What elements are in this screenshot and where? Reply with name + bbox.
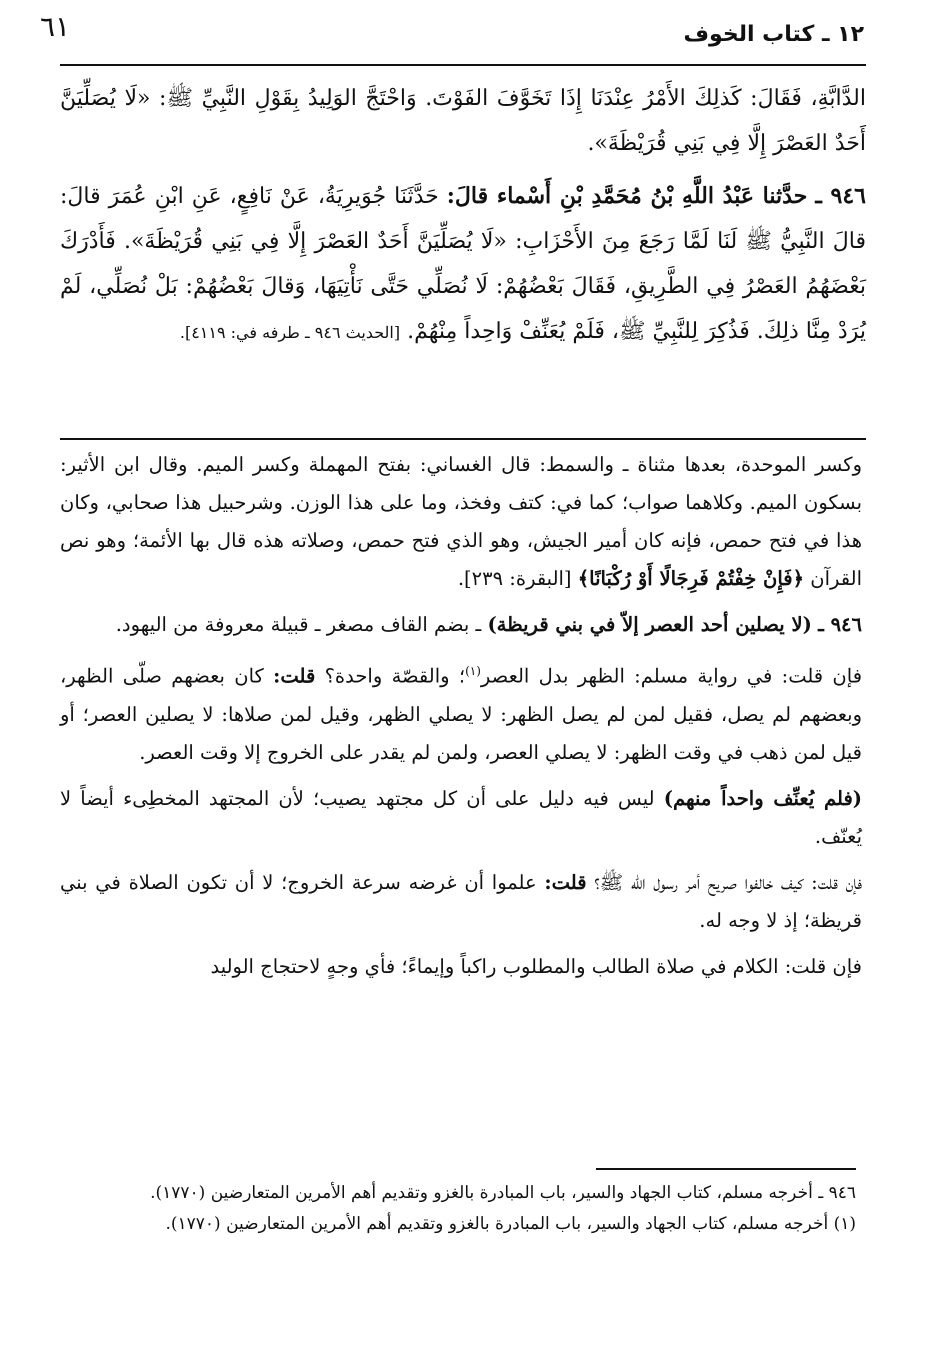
hadith-reference: [الحديث ٩٤٦ ـ طرفه في: ٤١١٩]. [179, 323, 401, 342]
footnote-946: ٩٤٦ ـ أخرجه مسلم، كتاب الجهاد والسير، باب المبادرة بالغزو وتقديم أهم الأمرين المتعارضين (١٧٧٠). [150, 1183, 856, 1203]
footnote-1: (١) أخرجه مسلم، كتاب الجهاد والسير، باب المبادرة بالغزو وتقديم أهم الأمرين المتعارضين (١٧٧٠). [165, 1214, 856, 1234]
commentary-para-2: ٩٤٦ ـ (لا يصلين أحد العصر إلاّ في بني قريظة) ـ بضم القاف مصغر ـ قبيلة معروفة من اليهود. [115, 613, 862, 636]
hadith-number: ٩٤٦ ـ [815, 183, 866, 209]
footnotes [60, 1178, 856, 1240]
chapter-title: ١٢ ـ كتاب الخوف [683, 22, 864, 47]
commentary-para-5: فإن قلت: كيف خالفوا صريح أمر رسول الله ﷺ؟ قلت: علموا أن غرضه سرعة الخروج؛ لا أن تكون الصلاة في بني قريظة؛ إذ لا وجه له. [60, 870, 862, 932]
footnote-ref: (١) [465, 664, 481, 678]
quran-reference: [البقرة: ٢٣٩]. [457, 567, 572, 590]
footnote-divider [596, 1168, 856, 1170]
section-divider [60, 438, 866, 440]
header-rule [60, 64, 866, 66]
hadith-intro: الدَّابَّةِ، فَقَالَ: كَذلِكَ الأَمْرُ عِنْدَنَا إِذَا تَخَوَّفَ الفَوْتَ. وَاحْتَجَّ الوَلِيدُ بِقَوْلِ النَّبِيِّ ﷺ: «لَا يُصَلِّيَنَّ أَحَدٌ العَصْرَ إِلَّا فِي بَنِي قُرَيْظَةَ». [60, 86, 866, 156]
commentary-para-1: وكسر الموحدة، بعدها مثناة ـ والسمط: قال الغساني: بفتح المهملة وكسر الميم. وقال ابن الأثير: بسكون الميم. وكلاهما صواب؛ كما في: كتف وفخذ، وما على هذا الوزن. وشرحبيل هذا صحابي، وكان هذا في فتح حمص، فإنه كان أمير الجيش، وهو الذي فتح حمص، وصلاته هذه قال بها الأئمة؛ وهو نص القرآن ﴿فَإِنْ خِفْتُمْ فَرِجَالًا أَوْ رُكْبَانًا﴾ [البقرة: ٢٣٩]. [60, 453, 862, 590]
page-number: ٦١ [40, 10, 71, 43]
commentary-para-3: فإن قلت: في رواية مسلم: الظهر بدل العصر$^{(١)}$؛ والقصّة واحدة؟ قلت: كان بعضهم صلّى الظهر، وبعضهم لم يصل، فقيل لمن لم يصل الظهر: لا يصلي الظهر، وقيل لمن صلاها: لا يصلين العصر؛ أو قيل لمن ذهب في وقت الظهر: لا يصلي العصر، ولمن لم يقدر على الخروج إلا وقت العصر. [60, 664, 863, 764]
hadith-isnad: حدَّثنا عَبْدُ اللَّهِ بْنُ مُحَمَّدِ بْنِ أَسْماء قالَ: [446, 183, 808, 209]
commentary-section [60, 446, 862, 986]
hadith-946 [60, 174, 866, 355]
commentary-para-6: فإن قلت: الكلام في صلاة الطالب والمطلوب راكباً وإيماءً؛ فأي وجهٍ لاحتجاج الوليد [210, 954, 862, 978]
hadith-section [60, 76, 866, 355]
hadith-text: حَدَّثَنَا جُوَيرِيَةُ، عَنْ نَافِعٍ، عَنِ ابْنِ عُمَرَ قالَ: قالَ النَّبِيُّ ﷺ لَنَا لَمَّا رَجَعَ مِنَ الأَحْزَابِ: «لَا يُصَلِّيَنَّ أَحَدٌ العَصْرَ إِلَّا فِي بَنِي قُرَيْظَةَ». فَأَدْرَكَ بَعْضَهُمُ العَصْرُ فِي الطَّرِيقِ، فَقَالَ بَعْضُهُمْ: لَا نُصَلِّي حَتَّى نَأْتِيَهَا، وَقالَ بَعْضُهُمْ: بَلْ نُصَلِّي، لَمْ يُرَدْ مِنَّا ذلِكَ. فَذُكِرَ لِلنَّبِيِّ ﷺ، فَلَمْ يُعَنِّفْ وَاحِداً مِنْهُمْ. [60, 184, 866, 344]
page-header [30, 8, 864, 58]
quran-verse: ﴿فَإِنْ خِفْتُمْ فَرِجَالًا أَوْ رُكْبَانًا﴾ [577, 567, 805, 590]
commentary-para-4: (فلم يُعنِّف واحداً منهم) ليس فيه دليل على أن كل مجتهد يصيب؛ لأن المجتهد المخطِىء أيضاً لا يُعنّف. [60, 786, 862, 848]
